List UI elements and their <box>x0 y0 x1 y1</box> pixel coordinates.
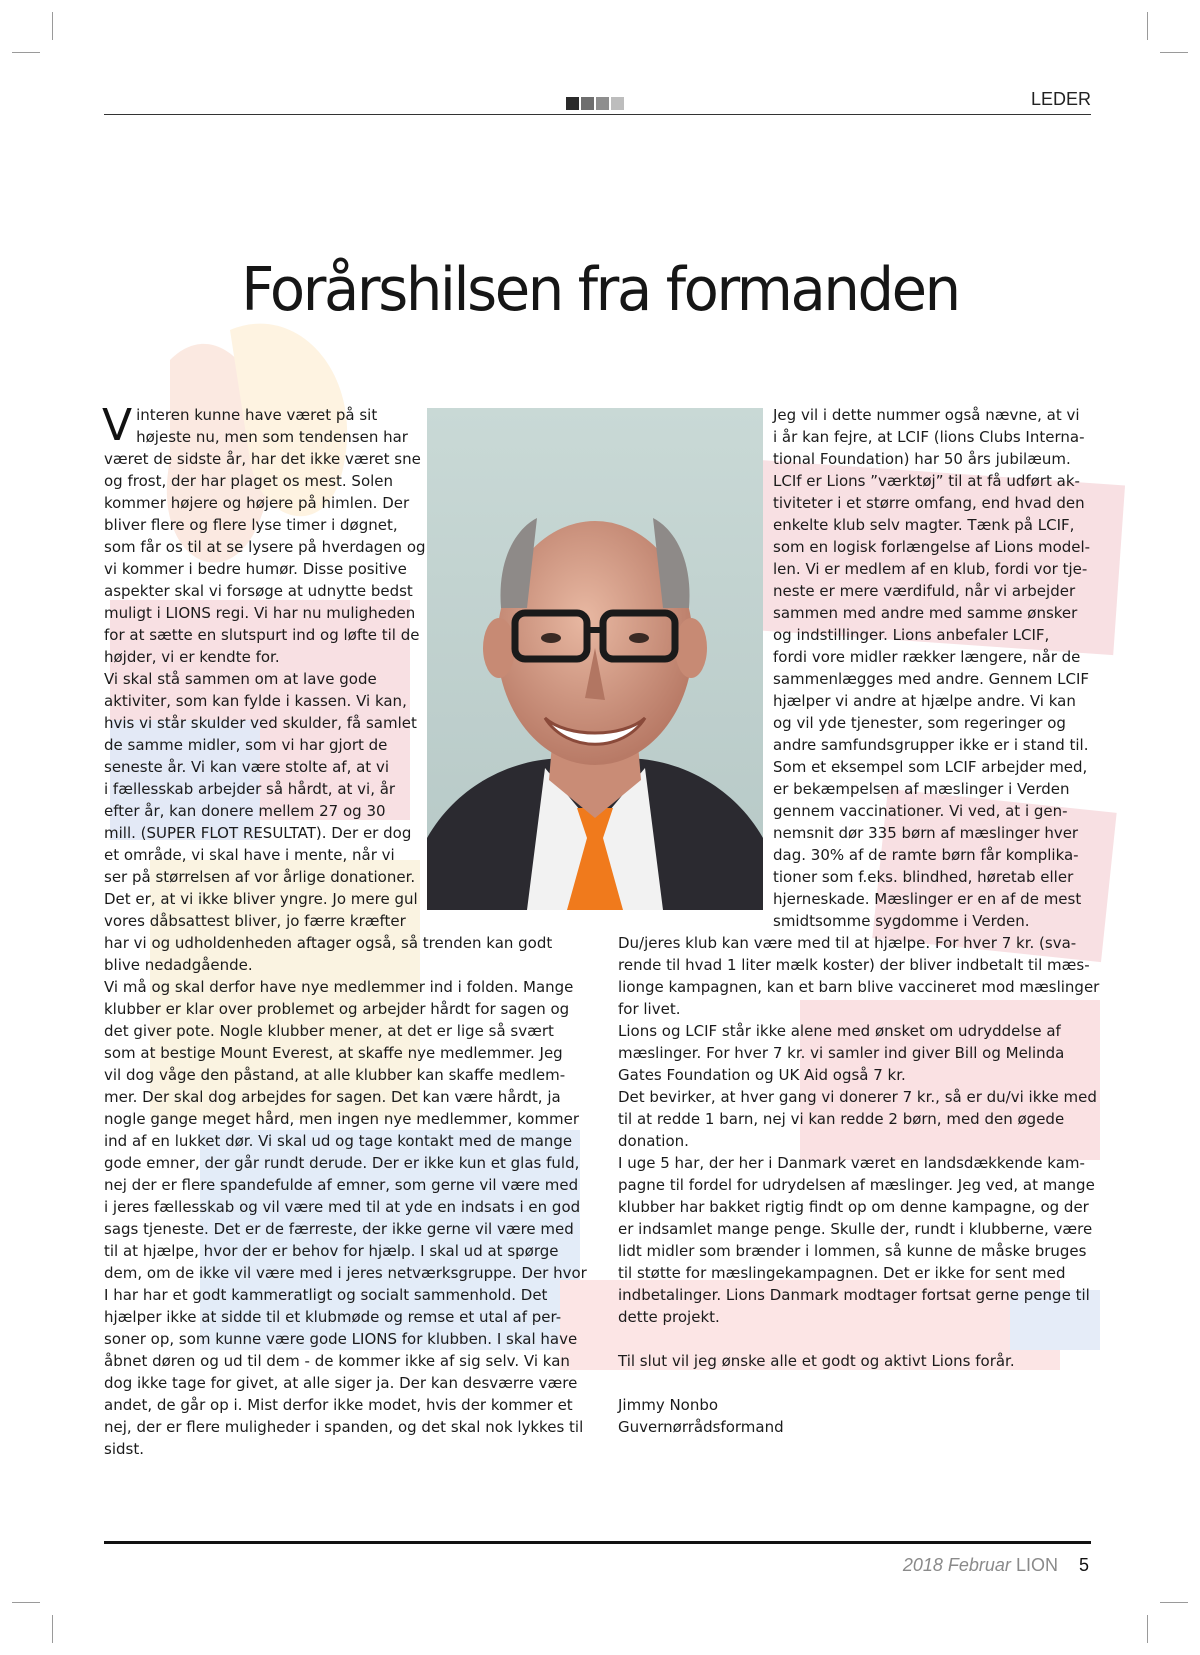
text-line: LCIf er Lions ”værktøj” til at få udført ak- <box>773 472 1080 490</box>
bottom-rule <box>104 1541 1091 1544</box>
text-line: hjælper ikke at sidde til et klubmøde og remse et utal af per- <box>104 1308 562 1326</box>
text-line: bliver flere og flere lyse timer i døgnet, <box>104 516 398 534</box>
text-line: og frost, der har plaget os mest. Solen <box>104 472 394 490</box>
square-4 <box>611 97 624 110</box>
text-line: tional Foundation) har 50 års jubilæum. <box>773 450 1071 468</box>
text-line: til at redde 1 barn, nej vi kan redde 2 børn, med den øgede <box>618 1110 1065 1128</box>
text-line: til at hjælpe, hvor der er behov for hjælp. I skal ud at spørge <box>104 1242 559 1260</box>
crop-mark <box>1147 12 1148 40</box>
text-line: åbnet døren og ud til dem - de kommer ikke af sig selv. Vi kan <box>104 1352 570 1370</box>
left-column-text <box>102 400 587 1460</box>
text-line: fordi vore midler rækker længere, når de <box>773 648 1081 666</box>
left-column <box>102 400 587 1460</box>
text-line: i jeres fællesskab og vil være med til at yde en indsats i en god <box>104 1198 581 1216</box>
text-line: Som et eksempel som LCIF arbejder med, <box>773 758 1088 776</box>
square-3 <box>596 97 609 110</box>
crop-mark <box>52 1615 53 1643</box>
square-2 <box>581 97 594 110</box>
footer-issue: 2018 Februar <box>902 1555 1011 1575</box>
text-line: hvis vi står skulder ved skulder, få samlet <box>104 714 417 732</box>
text-line: for livet. <box>618 1000 681 1018</box>
text-line: tioner som f.eks. blindhed, høretab eller <box>773 868 1074 886</box>
right-column-bottom <box>618 932 1099 1438</box>
footer-magazine: LION <box>1015 1555 1058 1575</box>
text-line: i fællesskab arbejder så hårdt, at vi, år <box>104 780 396 798</box>
closing-line: Til slut vil jeg ønske alle et godt og aktivt Lions forår. <box>618 1352 1015 1370</box>
right-column-top-text <box>773 404 1090 932</box>
text-line: tiviteter i et større omfang, end hvad den <box>773 494 1085 512</box>
text-line: er bekæmpelsen af mæslinger i Verden <box>773 780 1070 798</box>
top-rule <box>104 114 1091 115</box>
text-line: som at bestige Mount Everest, at skaffe nye medlemmer. Jeg <box>104 1044 563 1062</box>
text-line: efter år, kan donere mellem 27 og 30 <box>104 802 386 820</box>
text-line: for at sætte en slutspurt ind og løfte til de <box>104 626 420 644</box>
text-line: I har har et godt kammeratligt og socialt sammenhold. Det <box>104 1286 548 1304</box>
text-line: seneste år. Vi kan være stolte af, at vi <box>104 758 389 776</box>
text-line: len. Vi er medlem af en klub, fordi vor tje- <box>773 560 1088 578</box>
page-number: 5 <box>1078 1555 1089 1575</box>
text-line: og indstillinger. Lions anbefaler LCIF, <box>773 626 1050 644</box>
text-line: vores dåbsattest bliver, jo færre kræfter <box>104 912 406 930</box>
text-line: klubber har bakket rigtig findt op om denne kampagne, og der <box>618 1198 1089 1216</box>
text-line: hjerneskade. Mæslinger er en af de mest <box>773 890 1082 908</box>
text-line: højder, vi er kendte for. <box>104 648 280 666</box>
text-line: aspekter skal vi forsøge at udnytte bedst <box>104 582 413 600</box>
text-line: været de sidste år, har det ikke været sne <box>104 450 421 468</box>
text-line: kommer højere og højere på himlen. Der <box>104 494 410 512</box>
section-squares <box>566 97 624 110</box>
text-line: højeste nu, men som tendensen har <box>136 428 408 446</box>
text-line: et område, vi skal have i mente, når vi <box>104 846 395 864</box>
crop-mark <box>1147 1615 1148 1643</box>
drop-cap: V <box>102 400 133 451</box>
text-line: neste er mere værdifuld, når vi arbejder <box>773 582 1076 600</box>
crop-mark <box>1160 1602 1188 1603</box>
text-line: ind af en lukket dør. Vi skal ud og tage kontakt med de mange <box>104 1132 573 1150</box>
text-line: andre samfundsgrupper ikke er i stand til. <box>773 736 1089 754</box>
right-column-top <box>773 404 1090 932</box>
text-line: Du/jeres klub kan være med til at hjælpe. For hver 7 kr. (sva- <box>618 934 1077 952</box>
text-line: rende til hvad 1 liter mælk koster) der bliver indbetalt til mæs- <box>618 956 1090 974</box>
text-line: Vi skal stå sammen om at lave gode <box>104 670 377 688</box>
text-line: Jeg vil i dette nummer også nævne, at vi <box>773 406 1080 424</box>
crop-mark <box>52 12 53 40</box>
text-line: enkelte klub selv magter. Tænk på LCIF, <box>773 516 1075 534</box>
right-column-bottom-text <box>618 932 1099 1328</box>
crop-mark <box>12 1602 40 1603</box>
signature-title: Guvernørrådsformand <box>618 1418 784 1436</box>
text-line: mill. (SUPER FLOT RESULTAT). Der er dog <box>104 824 412 842</box>
text-line: nej der er flere spandefulde af emner, som gerne vil være med <box>104 1176 579 1194</box>
text-line: andet, de går op i. Mist derfor ikke modet, hvis der kommer et <box>104 1396 573 1414</box>
signature-name: Jimmy Nonbo <box>618 1396 719 1414</box>
text-line: det giver pote. Nogle klubber mener, at det er lige så svært <box>104 1022 554 1040</box>
text-line: nemsnit dør 335 børn af mæslinger hver <box>773 824 1079 842</box>
text-line: donation. <box>618 1132 689 1150</box>
text-line: vi kommer i bedre humør. Disse positive <box>104 560 407 578</box>
text-line: dag. 30% af de ramte børn får komplika- <box>773 846 1079 864</box>
text-line: I uge 5 har, der her i Danmark været en landsdækkende kam- <box>618 1154 1085 1172</box>
text-line: har vi og udholdenheden aftager også, så trenden kan godt <box>104 934 553 952</box>
text-line: er indsamlet mange penge. Skulle der, rundt i klubberne, være <box>618 1220 1093 1238</box>
text-line: Vi må og skal derfor have nye medlemmer ind i folden. Mange <box>104 978 574 996</box>
text-line: sammen med andre med samme ønsker <box>773 604 1078 622</box>
text-line: nogle gange meget hård, men ingen nye medlemmer, kommer <box>104 1110 580 1128</box>
text-line: Gates Foundation og UK Aid også 7 kr. <box>618 1066 906 1084</box>
text-line: Det bevirker, at hver gang vi donerer 7 kr., så er du/vi ikke med <box>618 1088 1097 1106</box>
crop-mark <box>1160 52 1188 53</box>
text-line: og vil yde tjenester, som regeringer og <box>773 714 1066 732</box>
text-line: blive nedadgående. <box>104 956 253 974</box>
square-1 <box>566 97 579 110</box>
page-footer <box>903 1555 1089 1576</box>
text-line: Lions og LCIF står ikke alene med ønsket om udryddelse af <box>618 1022 1061 1040</box>
text-line: dog ikke tage for givet, at alle siger ja. Der kan desværre være <box>104 1374 578 1392</box>
text-line: som får os til at se lysere på hverdagen og <box>104 538 426 556</box>
text-line: til støtte for mæslingekampagnen. Det er ikke for sent med <box>618 1264 1066 1282</box>
text-line: sags tjeneste. Det er de færreste, der ikke gerne vil være med <box>104 1220 574 1238</box>
text-line: nej, der er flere muligheder i spanden, og det skal nok lykkes til <box>104 1418 584 1436</box>
text-line: hjælper vi andre at hjælpe andre. Vi kan <box>773 692 1076 710</box>
text-line: sidst. <box>104 1440 144 1458</box>
text-line: Det er, at vi ikke bliver yngre. Jo mere gul <box>104 890 418 908</box>
text-line: vil dog våge den påstand, at alle klubber kan skaffe medlem- <box>104 1066 566 1084</box>
text-line: i år kan fejre, at LCIF (lions Clubs Interna- <box>773 428 1085 446</box>
text-line: sammenlægges med andre. Gennem LCIF <box>773 670 1090 688</box>
text-line: muligt i LIONS regi. Vi har nu muligheden <box>104 604 416 622</box>
text-line: indbetalinger. Lions Danmark modtager fortsat gerne penge til <box>618 1286 1090 1304</box>
text-line: gennem vaccinationer. Vi ved, at i gen- <box>773 802 1068 820</box>
crop-mark <box>12 52 40 53</box>
text-line: dette projekt. <box>618 1308 720 1326</box>
text-line: interen kunne have været på sit <box>136 406 378 424</box>
text-line: lionge kampagnen, kan et barn blive vaccineret mod mæslinger <box>618 978 1100 996</box>
text-line: klubber er klar over problemet og arbejder hårdt for sagen og <box>104 1000 570 1018</box>
text-line: dem, om de ikke vil være med i jeres netværksgruppe. Der hvor <box>104 1264 587 1282</box>
text-line: smidtsomme sygdomme i Verden. <box>773 912 1030 930</box>
text-line: lidt midler som brænder i lommen, så kunne de måske bruges <box>618 1242 1087 1260</box>
text-line: soner op, som kunne være gode LIONS for klubben. I skal have <box>104 1330 578 1348</box>
text-line: mer. Der skal dog arbejdes for sagen. Det kan være hårdt, ja <box>104 1088 561 1106</box>
text-line: gode emner, der går rundt derude. Der er ikke kun et glas fuld, <box>104 1154 580 1172</box>
text-line: som en logisk forlængelse af Lions model- <box>773 538 1091 556</box>
text-line: aktiviter, som kan fylde i kassen. Vi kan, <box>104 692 407 710</box>
text-line: ser på størrelsen af vor årlige donationer. <box>104 868 416 886</box>
text-line: pagne til fordel for udrydelsen af mæslinger. Jeg ved, at mange <box>618 1176 1095 1194</box>
text-line: mæslinger. For hver 7 kr. vi samler ind giver Bill og Melinda <box>618 1044 1065 1062</box>
section-label: LEDER <box>1030 89 1091 109</box>
article-title: Forårshilsen fra formanden <box>241 255 959 325</box>
text-line: de samme midler, som vi har gjort de <box>104 736 388 754</box>
